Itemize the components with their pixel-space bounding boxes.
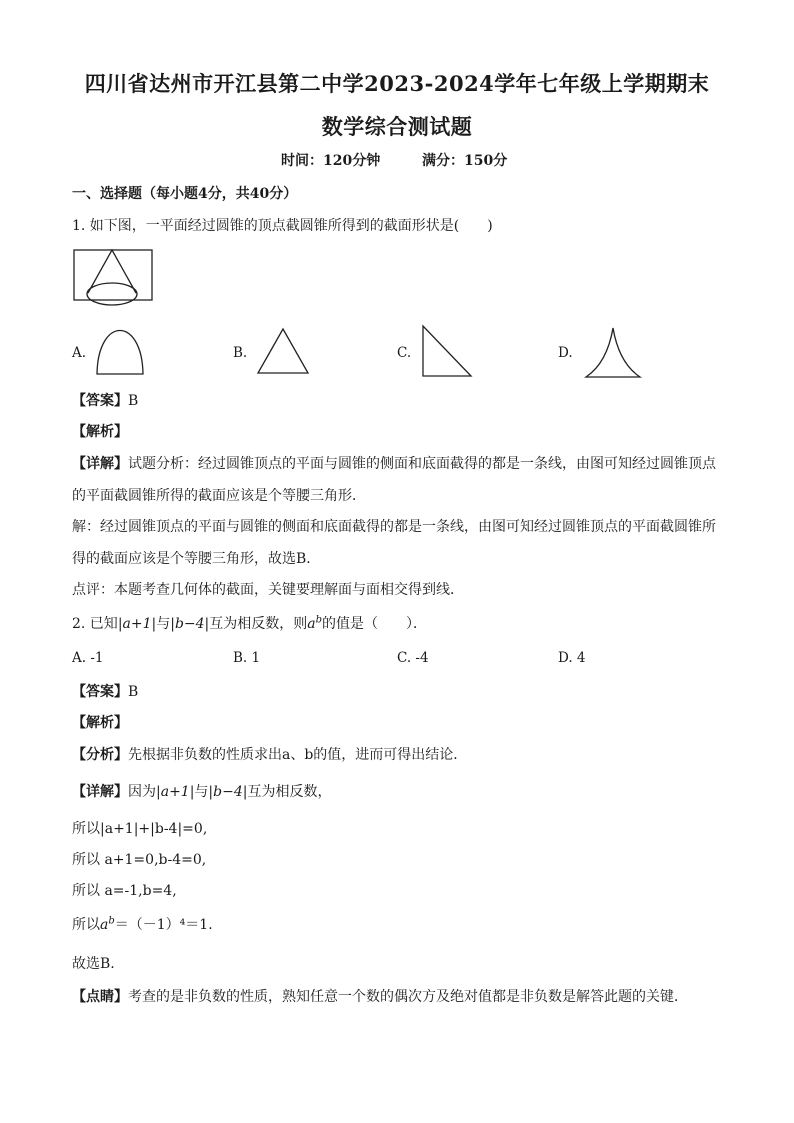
q2-detail-line bbox=[72, 781, 331, 801]
analysis2-tag: 【分析】 bbox=[72, 747, 128, 763]
dianjing-text: 考查的是非负数的性质，熟知任意一个数的偶次方及绝对值都是非负数是解答此题的关键． bbox=[128, 989, 688, 1005]
detail-post: 互为相反数， bbox=[247, 784, 332, 800]
curved-triangle-icon bbox=[582, 325, 644, 381]
q1-answer bbox=[72, 390, 138, 410]
detail-tag: 【详解】 bbox=[72, 784, 128, 800]
q1-stem: 1. 如下图，一平面经过圆锥的顶点截圆锥所得到的截面形状是( ) bbox=[72, 218, 493, 234]
q1-comment: 点评：本题考查几何体的截面，关键要理解面与面相交得到线． bbox=[72, 582, 464, 598]
q1-solution-line2: 得的截面应该是个等腰三角形，故选B． bbox=[72, 551, 321, 567]
answer-value: B bbox=[128, 684, 139, 700]
q2-option-d: D. 4 bbox=[558, 650, 586, 666]
detail-mid: 与 bbox=[194, 784, 209, 800]
q2-step4 bbox=[72, 914, 213, 934]
score-info: 满分：150分 bbox=[422, 153, 508, 169]
detail-abs2: |b−4| bbox=[208, 784, 248, 800]
q2-stem-mid: 与 bbox=[156, 616, 171, 632]
time-info: 时间：120分钟 bbox=[281, 153, 381, 169]
q2-analysis-line bbox=[72, 744, 467, 764]
answer-tag: 【答案】 bbox=[72, 684, 128, 700]
section-heading: 一、选择题（每小题4分，共40分） bbox=[72, 186, 298, 202]
q2-dianjing bbox=[72, 986, 688, 1006]
q2-option-a: A. -1 bbox=[72, 650, 104, 666]
q2-analysis-tag: 【解析】 bbox=[72, 715, 128, 731]
q2-stem-post: 互为相反数，则 bbox=[209, 616, 308, 632]
dianjing-tag: 【点睛】 bbox=[72, 989, 128, 1005]
step4-pre: 所以 bbox=[72, 917, 100, 933]
q2-abs1: |a+1| bbox=[117, 616, 157, 632]
q2-stem bbox=[72, 613, 427, 633]
analysis2-text: 先根据非负数的性质求出a、b的值，进而可得出结论． bbox=[128, 747, 468, 763]
right-triangle-icon bbox=[420, 324, 474, 380]
q2-step5: 故选B. bbox=[72, 956, 115, 972]
detail-pre: 因为 bbox=[128, 784, 156, 800]
q2-stem-end: 的值是（ ）． bbox=[322, 616, 428, 632]
exam-subtitle: 数学综合测试题 bbox=[321, 114, 473, 139]
cone-figure bbox=[72, 247, 156, 309]
q1-detail-line1 bbox=[72, 453, 716, 473]
q2-step3: 所以 a=-1,b=4, bbox=[72, 883, 177, 899]
q2-power-base: a bbox=[307, 616, 316, 632]
exam-title: 四川省达州市开江县第二中学2023-2024学年七年级上学期期末 bbox=[84, 71, 710, 96]
q1-option-d-label: D. bbox=[558, 345, 573, 361]
step4-exp: b bbox=[108, 915, 115, 927]
q1-analysis-tag: 【解析】 bbox=[72, 424, 128, 440]
detail-text: 试题分析：经过圆锥顶点的平面与圆锥的侧面和底面截得的都是一条线，由图可知经过圆锥顶点 bbox=[128, 456, 716, 472]
step4-post: ＝（－1）⁴＝1. bbox=[114, 917, 213, 933]
step4-base: a bbox=[100, 917, 109, 933]
q1-detail-line2: 的平面截圆锥所得的截面应该是个等腰三角形． bbox=[72, 488, 366, 504]
q1-option-b-label: B. bbox=[233, 345, 248, 361]
q2-abs2: |b−4| bbox=[170, 616, 210, 632]
q2-answer bbox=[72, 681, 138, 701]
answer-tag: 【答案】 bbox=[72, 393, 128, 409]
detail-tag: 【详解】 bbox=[72, 456, 128, 472]
q2-power-exp: b bbox=[315, 614, 323, 626]
answer-value: B bbox=[128, 393, 139, 409]
q2-option-c: C. -4 bbox=[397, 650, 429, 666]
q1-option-c-label: C. bbox=[397, 345, 412, 361]
q1-solution-line1: 解：经过圆锥顶点的平面与圆锥的侧面和底面截得的都是一条线，由图可知经过圆锥顶点的平面截圆锥所 bbox=[72, 519, 716, 535]
q2-option-b: B. 1 bbox=[233, 650, 261, 666]
q1-option-a-label: A. bbox=[72, 345, 87, 361]
detail-abs1: |a+1| bbox=[156, 784, 195, 800]
isosceles-triangle-icon bbox=[255, 326, 311, 376]
q2-step2: 所以 a+1=0,b-4=0, bbox=[72, 852, 207, 868]
q2-stem-pre: 2. 已知 bbox=[72, 616, 118, 632]
q2-step1: 所以|a+1|+|b-4|=0, bbox=[72, 821, 208, 837]
parabola-shape-icon bbox=[94, 328, 146, 376]
